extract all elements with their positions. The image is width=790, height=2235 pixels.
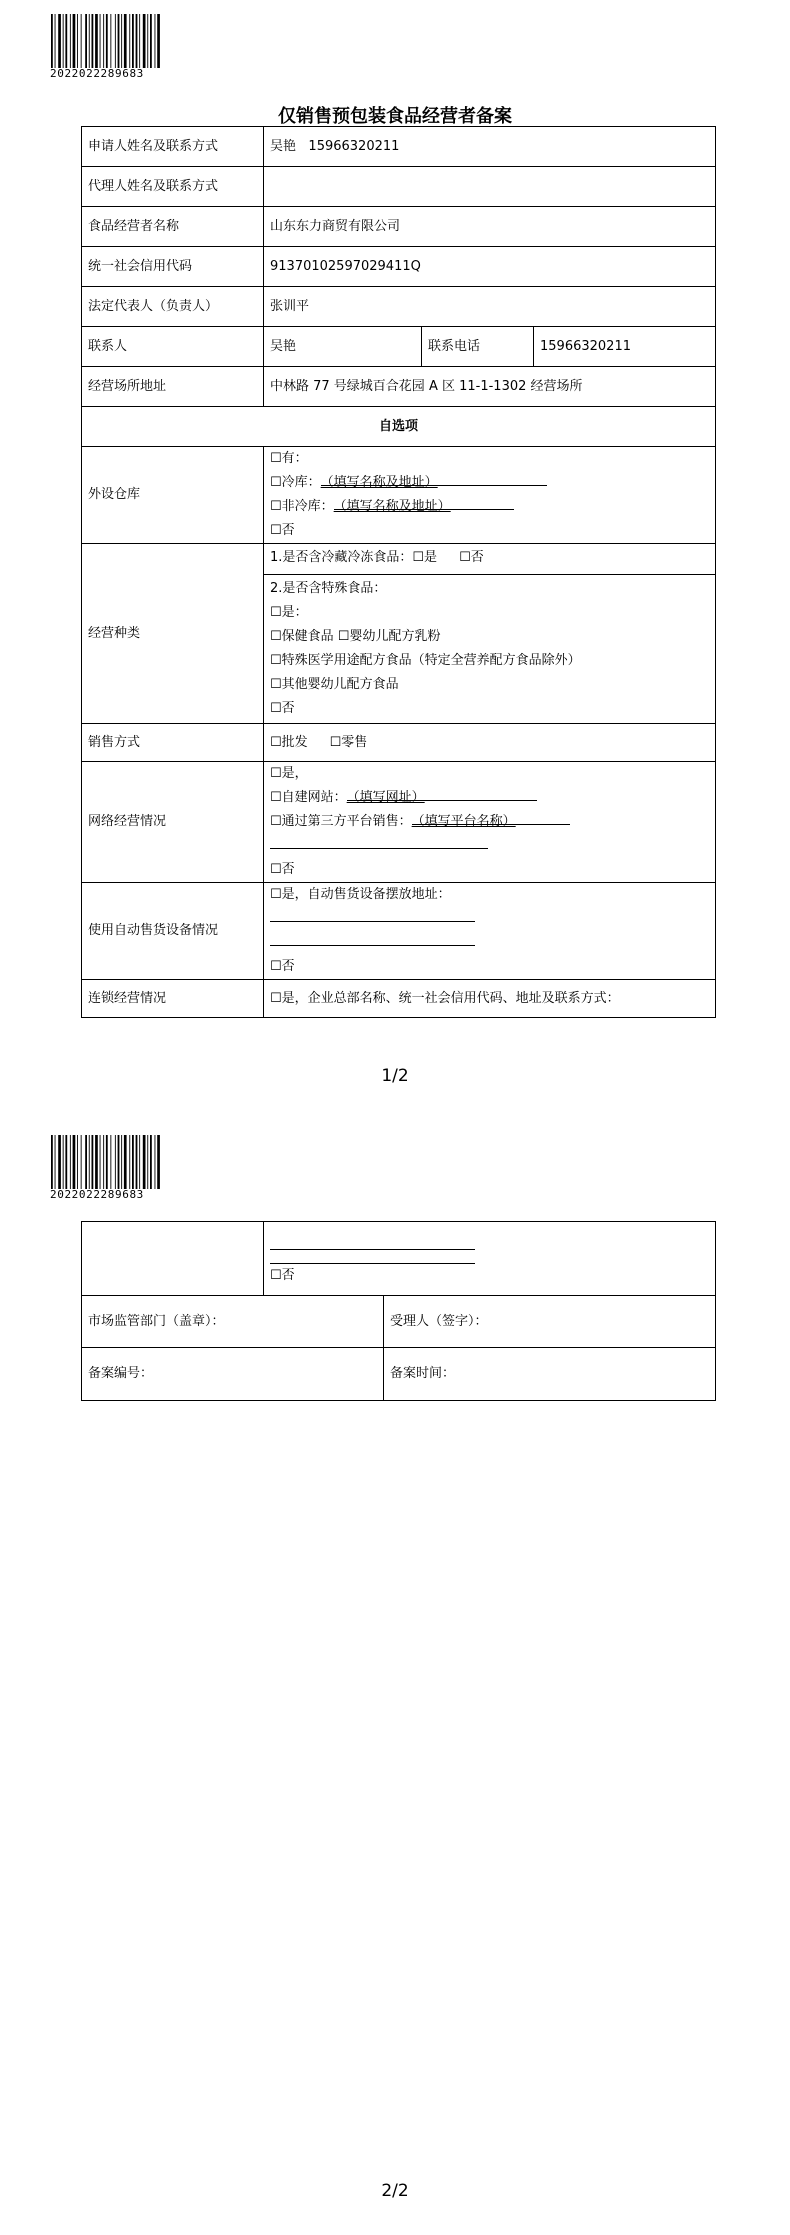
barcode-bar: [147, 14, 148, 68]
category-label: 经营种类: [82, 544, 264, 724]
page-1: [0, 0, 790, 1117]
vending-blank-line-2[interactable]: [270, 931, 475, 946]
category-q1: [270, 544, 709, 574]
record-no-label: 备案编号：: [82, 1348, 384, 1401]
category-q2-opt3[interactable]: ☐其他婴幼儿配方食品: [270, 677, 399, 692]
barcode-bar: [147, 1135, 148, 1189]
barcode-bar: [65, 1135, 67, 1189]
warehouse-cold-field[interactable]: （填写名称及地址）: [321, 471, 547, 486]
barcode-bar: [51, 14, 53, 68]
row-market-dept: [82, 1296, 716, 1348]
phone-label: 联系电话: [422, 327, 534, 367]
barcode-bar: [92, 14, 94, 68]
barcode-bar: [92, 1135, 94, 1189]
barcode-bar: [157, 1135, 160, 1189]
online-blank-line[interactable]: [270, 834, 488, 849]
barcode-bar: [95, 1135, 98, 1189]
row-chain-continued: [82, 1222, 716, 1296]
barcode-bar: [139, 14, 140, 68]
vending-blank-line-1[interactable]: [270, 907, 475, 922]
barcode-bar: [124, 14, 127, 68]
optional-section-header: 自选项: [82, 407, 716, 447]
legal-rep-label: 法定代表人（负责人）: [82, 287, 264, 327]
category-q1-no[interactable]: ☐否: [459, 550, 484, 565]
legal-rep-value: 张训平: [264, 287, 716, 327]
online-yes[interactable]: ☐是，: [270, 766, 308, 781]
barcode-bar: [63, 14, 64, 68]
category-q2-no[interactable]: ☐否: [270, 701, 295, 716]
category-options: [264, 544, 716, 724]
online-third-field[interactable]: （填写平台名称）: [412, 810, 570, 825]
vending-no[interactable]: ☐否: [270, 959, 295, 974]
barcode: [50, 14, 162, 80]
barcode-bar: [51, 1135, 53, 1189]
barcode-bar: [143, 1135, 146, 1189]
category-q2-opt1[interactable]: ☐保健食品 ☐婴幼儿配方乳粉: [270, 629, 441, 644]
barcode-bar: [81, 1135, 82, 1189]
barcode-bar: [121, 14, 122, 68]
row-chain: [82, 980, 716, 1018]
barcode-bar: [139, 1135, 140, 1189]
barcode-bar: [100, 14, 101, 68]
category-q1-yes[interactable]: ☐是: [412, 550, 438, 565]
online-third-prefix: ☐通过第三方平台销售：: [270, 814, 412, 829]
row-applicant: [82, 127, 716, 167]
record-time-label: 备案时间：: [384, 1348, 716, 1401]
online-own-field[interactable]: （填写网址）: [347, 786, 537, 801]
phone-value: 15966320211: [534, 327, 716, 367]
online-no[interactable]: ☐否: [270, 862, 295, 877]
business-name-value: 山东东力商贸有限公司: [264, 207, 716, 247]
vending-label: 使用自动售货设备情况: [82, 883, 264, 980]
row-category: [82, 544, 716, 724]
warehouse-noncold-prefix: ☐非冷库：: [270, 499, 334, 514]
online-label: 网络经营情况: [82, 762, 264, 883]
category-q2-yes[interactable]: ☐是：: [270, 605, 308, 620]
chain-yes[interactable]: ☐是，企业总部名称、统一社会信用代码、地址及联系方式：: [264, 980, 716, 1018]
agent-label: 代理人姓名及联系方式: [82, 167, 264, 207]
row-record: [82, 1348, 716, 1401]
barcode-bar: [103, 14, 104, 68]
business-name-label: 食品经营者名称: [82, 207, 264, 247]
address-value: 中林路 77 号绿城百合花园 A 区 11-1-1302 经营场所: [264, 367, 716, 407]
barcode-bar: [129, 14, 130, 68]
applicant-value: [264, 127, 716, 167]
sales-options: [264, 724, 716, 762]
barcode-bar: [157, 14, 160, 68]
warehouse-label: 外设仓库: [82, 447, 264, 544]
barcode-bar: [110, 14, 111, 68]
contact-value: 吴艳: [264, 327, 422, 367]
row-business-name: [82, 207, 716, 247]
row-address: [82, 367, 716, 407]
barcode-number: 2022022289683: [50, 1188, 144, 1201]
barcode-bar: [85, 1135, 87, 1189]
barcode-bar: [103, 1135, 104, 1189]
barcode-bar: [65, 14, 67, 68]
barcode-bar: [132, 14, 134, 68]
warehouse-cold-prefix: ☐冷库：: [270, 475, 321, 490]
barcode-bar: [115, 14, 116, 68]
vending-yes[interactable]: ☐是，自动售货设备摆放地址：: [270, 887, 451, 902]
page-title: 仅销售预包装食品经营者备案: [278, 106, 512, 127]
barcode-bar: [89, 1135, 90, 1189]
barcode-bar: [155, 14, 156, 68]
chain-no[interactable]: ☐否: [270, 1268, 295, 1283]
barcode-bar: [95, 14, 98, 68]
barcode-bar: [55, 1135, 56, 1189]
category-q2-text: 2.是否含特殊食品：: [270, 581, 387, 596]
agent-value: [264, 167, 716, 207]
address-label: 经营场所地址: [82, 367, 264, 407]
vending-blank-row-2: [270, 931, 709, 955]
online-own-prefix: ☐自建网站：: [270, 790, 347, 805]
category-q2-opt2[interactable]: ☐特殊医学用途配方食品（特定全营养配方食品除外）: [270, 653, 581, 668]
barcode-bar: [150, 14, 152, 68]
barcode-bar: [118, 1135, 120, 1189]
warehouse-yes[interactable]: ☐有：: [270, 451, 308, 466]
receiver-label: 受理人（签字）：: [384, 1296, 716, 1348]
barcode-bar: [115, 1135, 116, 1189]
vending-blank-row-1: [270, 907, 709, 931]
barcode-bars: [50, 1135, 162, 1189]
credit-code-label: 统一社会信用代码: [82, 247, 264, 287]
category-q2-block: [264, 574, 715, 723]
vending-options: [264, 883, 716, 980]
warehouse-no[interactable]: ☐否: [270, 523, 295, 538]
applicant-name: 吴艳: [270, 138, 297, 154]
category-q1-text: 1.是否含冷藏冷冻食品：: [270, 550, 413, 565]
online-own[interactable]: [270, 786, 709, 810]
barcode-bar: [85, 14, 87, 68]
barcode-bar: [70, 1135, 71, 1189]
barcode-bar: [136, 1135, 138, 1189]
row-vending: [82, 883, 716, 980]
barcode-bar: [150, 1135, 152, 1189]
barcode-bar: [100, 1135, 101, 1189]
barcode-bar: [73, 14, 76, 68]
row-optional-header: [82, 407, 716, 447]
barcode-bar: [58, 1135, 61, 1189]
barcode-bar: [129, 1135, 130, 1189]
row-agent: [82, 167, 716, 207]
market-dept-label: 市场监管部门（盖章）：: [82, 1296, 384, 1348]
barcode-bar: [58, 14, 61, 68]
barcode-bar: [106, 1135, 108, 1189]
online-third[interactable]: [270, 810, 709, 834]
barcode: [50, 1135, 162, 1201]
barcode-bar: [70, 14, 71, 68]
barcode-bar: [81, 14, 82, 68]
barcode-bar: [73, 1135, 76, 1189]
sales-wholesale[interactable]: ☐批发: [270, 734, 308, 750]
warehouse-noncold[interactable]: [270, 495, 709, 519]
warehouse-cold[interactable]: [270, 471, 709, 495]
sales-retail[interactable]: ☐零售: [329, 734, 368, 750]
barcode-bar: [136, 14, 138, 68]
online-blank-line-row: [270, 834, 709, 858]
barcode-bar: [121, 1135, 122, 1189]
credit-code-value: 91370102597029411Q: [264, 247, 716, 287]
row-legal-rep: [82, 287, 716, 327]
barcode-bars: [50, 14, 162, 68]
barcode-bar: [63, 1135, 64, 1189]
registration-form-table-continued: [81, 1221, 716, 1401]
applicant-label: 申请人姓名及联系方式: [82, 127, 264, 167]
barcode-bar: [55, 14, 56, 68]
sales-label: 销售方式: [82, 724, 264, 762]
barcode-bar: [77, 14, 78, 68]
row-sales: [82, 724, 716, 762]
online-options: [264, 762, 716, 883]
chain-blank-line-1[interactable]: [270, 1249, 475, 1250]
barcode-bar: [155, 1135, 156, 1189]
barcode-bar: [124, 1135, 127, 1189]
row-credit-code: [82, 247, 716, 287]
barcode-bar: [132, 1135, 134, 1189]
barcode-bar: [143, 14, 146, 68]
chain-continued-options: [264, 1222, 716, 1296]
registration-form-table: [81, 126, 716, 1018]
page-2: [0, 1117, 790, 2235]
row-warehouse: [82, 447, 716, 544]
chain-label-continued: [82, 1222, 264, 1296]
warehouse-options: [264, 447, 716, 544]
barcode-bar: [89, 14, 90, 68]
contact-label: 联系人: [82, 327, 264, 367]
barcode-number: 2022022289683: [50, 67, 144, 80]
barcode-bar: [77, 1135, 78, 1189]
chain-label: 连锁经营情况: [82, 980, 264, 1018]
barcode-bar: [118, 14, 120, 68]
warehouse-noncold-field[interactable]: （填写名称及地址）: [334, 495, 514, 510]
row-contact: [82, 327, 716, 367]
page-number-2: 2/2: [381, 2181, 409, 2201]
barcode-bar: [110, 1135, 111, 1189]
barcode-bar: [106, 14, 108, 68]
page-number-1: 1/2: [381, 1066, 409, 1086]
row-online: [82, 762, 716, 883]
applicant-phone: 15966320211: [308, 138, 400, 154]
